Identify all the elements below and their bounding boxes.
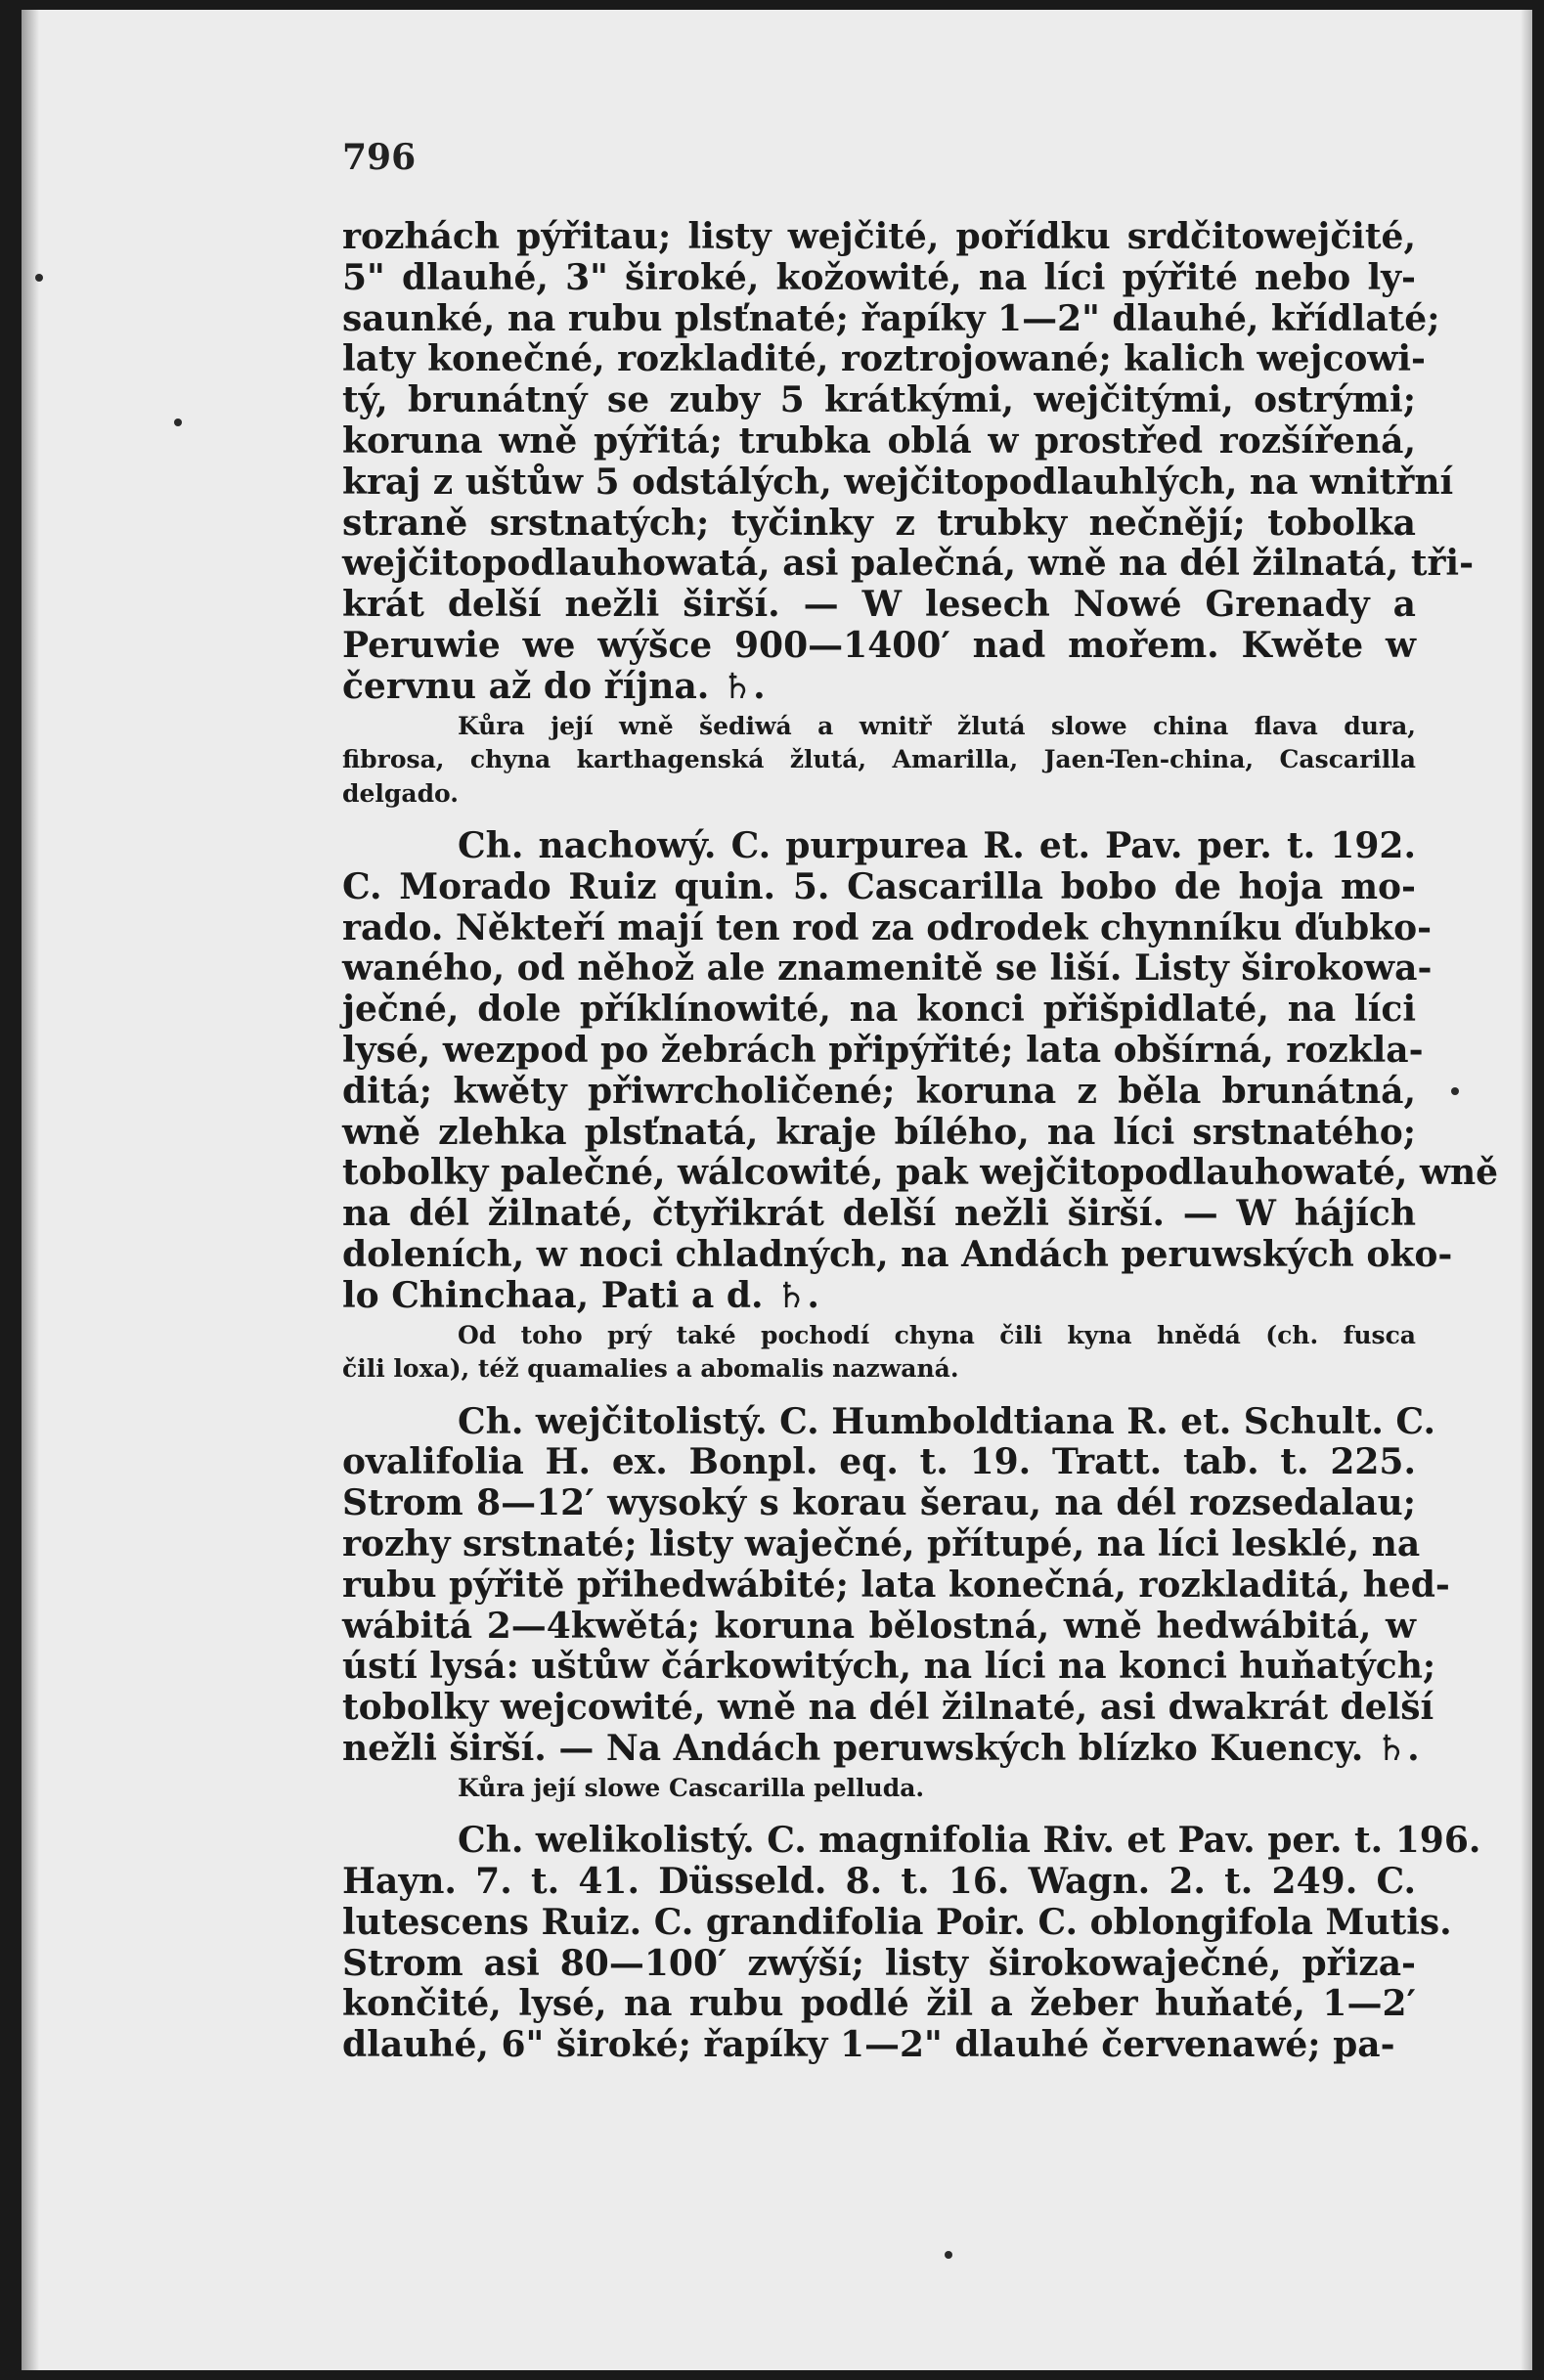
text-line: na dél žilnaté, čtyřikrát delší nežli širší. — W hájích [342, 1193, 1416, 1235]
text-line: ovalifolia H. ex. Bonpl. eq. t. 19. Tratt. tab. t. 225. [342, 1441, 1416, 1483]
text-line: ječné, dole příklínowité, na konci přišpidlaté, na líci [342, 989, 1416, 1031]
text-line: tobolky wejcowité, wně na dél žilnaté, asi dwakrát delší [342, 1687, 1434, 1729]
text-line: nežli širší. — Na Andách peruwských blízko Kuency. ♄. [342, 1728, 1420, 1769]
text-line: tý, brunátný se zuby 5 krátkými, wejčitými, ostrými; [342, 379, 1416, 421]
species-paragraph [342, 825, 1499, 1317]
text-line: lo Chinchaa, Pati a d. ♄. [342, 1274, 819, 1316]
text-line: Strom asi 80—100′ zwýší; listy širokowaječné, přiza- [342, 1942, 1416, 1984]
text-line: Hayn. 7. t. 41. Düsseld. 8. t. 16. Wagn. 2. t. 249. C. [342, 1861, 1416, 1903]
text-line: laty konečné, rozkladité, roztrojowané; kalich wejcowi- [342, 338, 1426, 380]
text-line: Ch. nachowý. C. purpurea R. et. Pav. per. t. 192. [458, 825, 1416, 867]
text-line: wejčitopodlauhowatá, asi palečná, wně na dél žilnatá, tři- [342, 543, 1475, 585]
note-paragraph [342, 710, 1416, 812]
text-line: 5" dlauhé, 3" široké, kožowité, na líci pýřité nebo ly- [342, 256, 1416, 298]
text-line: saunké, na rubu plsťnaté; řapíky 1—2" dlauhé, křídlaté; [342, 297, 1440, 339]
page-gutter-shadow [22, 10, 39, 2370]
text-line: wně zlehka plsťnatá, kraje bílého, na líci srstnatého; [342, 1111, 1416, 1153]
text-line: rozhách pýřitau; listy wejčité, pořídku srdčitowejčité, [342, 216, 1416, 257]
page-number: 796 [342, 137, 417, 178]
text-line: rubu pýřitě přihedwábité; lata konečná, rozkladitá, hed- [342, 1564, 1450, 1606]
text-line: Peruwie we wýšce 900—1400′ nad mořem. Kwěte w [342, 624, 1416, 666]
text-line: straně srstnatých; tyčinky z trubky nečnějí; tobolka [342, 502, 1416, 544]
text-line: rado. Někteří mají ten rod za odrodek chynníku ďubko- [342, 906, 1433, 948]
text-line: rozhy srstnaté; listy waječné, přítupé, na líci lesklé, na [342, 1523, 1421, 1565]
note-paragraph [342, 1772, 1416, 1806]
text-line: končité, lysé, na rubu podlé žil a žeber huňaté, 1—2′ [342, 1983, 1416, 2025]
species-paragraph [342, 1820, 1481, 2066]
text-line: dlauhé, 6" široké; řapíky 1—2" dlauhé červenawé; pa- [342, 2024, 1395, 2066]
text-line: waného, od něhož ale znamenitě se liší. Listy širokowa- [342, 948, 1433, 990]
text-line: červnu až do října. ♄. [342, 665, 766, 707]
note-paragraph [342, 1319, 1416, 1387]
print-speck [1451, 1087, 1459, 1095]
text-line: delgado. [342, 778, 459, 808]
text-line: Kůra její wně šediwá a wnitř žlutá slowe china flava dura, [458, 711, 1416, 740]
text-line: fibrosa, chyna karthagenská žlutá, Amarilla, Jaen-Ten-china, Cascarilla [342, 745, 1416, 774]
text-line: Od toho prý také pochodí chyna čili kyna hnědá (ch. fusca [458, 1320, 1416, 1349]
text-line: ústí lysá: uštůw čárkowitých, na líci na konci huňatých; [342, 1646, 1436, 1688]
page-text [342, 216, 1499, 2066]
text-line: tobolky palečné, wálcowité, pak wejčitopodlauhowaté, wně [342, 1152, 1499, 1194]
text-line: Ch. wejčitolistý. C. Humboldtiana R. et. Schult. C. [458, 1400, 1435, 1442]
text-line: čili loxa), též quamalies a abomalis nazwaná. [342, 1354, 959, 1384]
text-line: krát delší nežli širší. — W lesech Nowé Grenady a [342, 584, 1416, 626]
text-line: doleních, w noci chladných, na Andách peruwských oko- [342, 1234, 1453, 1276]
text-line: wábitá 2—4kwětá; koruna bělostná, wně hedwábitá, w [342, 1605, 1416, 1647]
text-line: lutescens Ruiz. C. grandifolia Poir. C. oblongifola Mutis. [342, 1901, 1452, 1943]
text-line: koruna wně pýřitá; trubka oblá w prostřed rozšířená, [342, 419, 1416, 462]
print-speck [35, 274, 43, 282]
print-speck [945, 2251, 952, 2259]
text-line: C. Morado Ruiz quin. 5. Cascarilla bobo de hoja mo- [342, 865, 1416, 907]
text-line: Kůra její slowe Cascarilla pelluda. [458, 1773, 925, 1802]
body-paragraph [342, 216, 1475, 708]
print-speck [174, 419, 182, 426]
text-line: lysé, wezpod po žebrách připýřité; lata obšírná, rozkla- [342, 1030, 1424, 1072]
text-line: kraj z uštůw 5 odstálých, wejčitopodlauhlých, na wnitřní [342, 461, 1454, 503]
text-line: ditá; kwěty přiwrcholičené; koruna z běla brunátná, [342, 1070, 1416, 1112]
species-paragraph [342, 1400, 1450, 1770]
book-page [22, 10, 1532, 2370]
text-line: Ch. welikolistý. C. magnifolia Riv. et Pav. per. t. 196. [458, 1820, 1481, 1862]
text-line: Strom 8—12′ wysoký s korau šerau, na dél rozsedalau; [342, 1482, 1416, 1524]
page-edge-shadow [1521, 10, 1532, 2370]
